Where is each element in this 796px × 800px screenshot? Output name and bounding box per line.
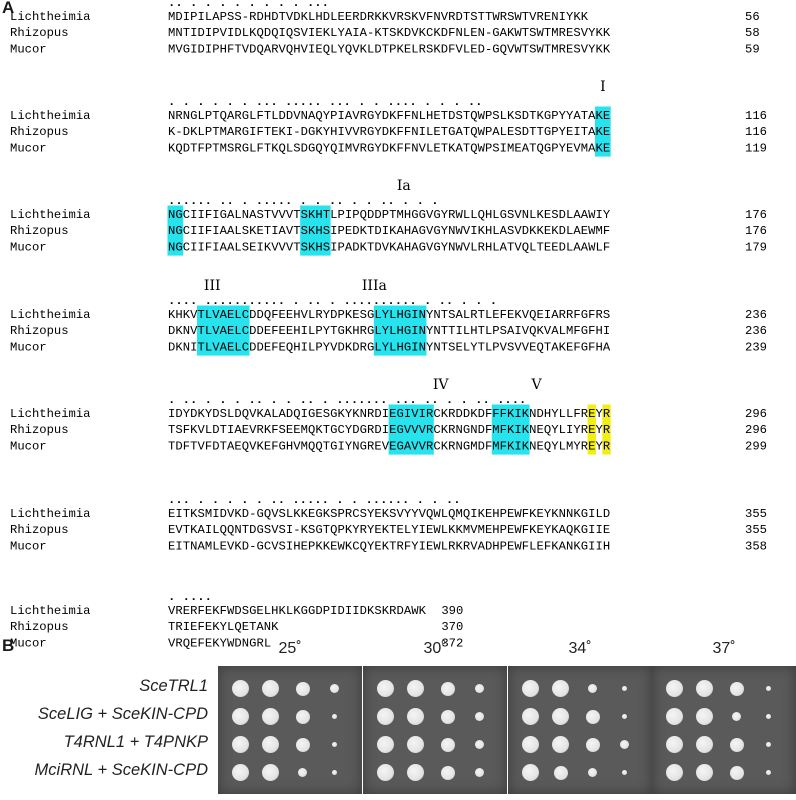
sequence: MVGIDIPHFTVDQARVQHVIEQLYQVKLDTPKELRSKDFVLED-GQVWTSWTMRESVYKK	[168, 42, 611, 57]
yeast-colony-spot	[332, 714, 337, 719]
conservation-dots: ...... .. . ..... . . .. . . .. . . .	[168, 194, 439, 208]
residue-number: 116	[745, 125, 767, 140]
species-name: Mucor	[10, 340, 47, 355]
yeast-colony-spot	[296, 710, 310, 724]
yeast-colony-spot	[232, 708, 249, 725]
yeast-growth-panel	[0, 636, 792, 800]
sequence: TDFTVFDTAEQVKEFGHVMQQTGIYNGREVEGAVVRCKRNGMDFMFKIKNEQYLMYREYR	[168, 439, 611, 454]
yeast-colony-spot	[475, 768, 484, 777]
sequence: VRERFEKFWDSGELHKLKGGDPIDIIDKSKRDAWK	[168, 604, 426, 618]
yeast-colony-spot	[407, 708, 424, 725]
yeast-colony-spot	[407, 764, 424, 781]
residue-number: 58	[745, 26, 760, 41]
yeast-colony-spot	[522, 708, 539, 725]
strain-label: MciRNL + SceKIN-CPD	[34, 761, 208, 779]
yeast-colony-spot	[732, 712, 741, 721]
species-name: Lichtheimia	[10, 507, 91, 521]
sequence: K-DKLPTMARGIFTEKI-DGKYHIVVRGYDKFFNILETGATQWPALESDTTGPYEITAKE	[168, 125, 611, 140]
alignment-block	[10, 79, 767, 157]
yeast-colony-spot	[296, 738, 310, 752]
strain-label: T4RNL1 + T4PNKP	[63, 733, 208, 751]
yeast-colony-spot	[522, 736, 539, 753]
yeast-colony-spot	[377, 736, 394, 753]
sequence: MNTIDIPVIDLKQDQIQSVIEKLYAIA-KTSKDVKCKDFNLEN-GAKWTSWTMRESVYKK	[168, 26, 611, 41]
yeast-colony-spot	[475, 740, 484, 749]
species-name: Mucor	[10, 539, 47, 554]
yeast-colony-spot	[622, 686, 627, 691]
motif-label: I	[600, 79, 606, 95]
alignment-block	[10, 178, 767, 256]
yeast-colony-spot	[332, 742, 337, 747]
residue-number: 176	[745, 224, 767, 239]
sequence: DKNVTLVAELCDDEFEEHILPYTGKHRGLYLHGINYNTTILHTLPSAIVQKVALMFGFHI	[168, 324, 611, 339]
motif-label: IV	[432, 377, 449, 393]
yeast-colony-spot	[766, 742, 771, 747]
yeast-colony-spot	[441, 738, 455, 752]
yeast-colony-spot	[586, 710, 600, 724]
yeast-colony-spot	[377, 708, 394, 725]
yeast-colony-spot	[666, 764, 683, 781]
alignment-block	[10, 377, 767, 455]
yeast-colony-spot	[232, 680, 249, 697]
yeast-colony-spot	[262, 708, 279, 725]
residue-number: 56	[745, 10, 760, 24]
agar-plate	[508, 666, 652, 794]
species-name: Rhizopus	[10, 523, 69, 538]
species-name: Lichtheimia	[10, 604, 91, 618]
residue-number: 179	[745, 240, 767, 255]
yeast-colony-spot	[377, 680, 394, 697]
yeast-colony-spot	[620, 740, 629, 749]
residue-number: 236	[745, 324, 767, 339]
motif-label: IIIa	[361, 278, 387, 294]
residue-number: 355	[745, 507, 767, 521]
conservation-dots: . . . . . . ... ..... ... . . .... . . . ..	[168, 95, 483, 109]
panel-a-label: A	[2, 0, 15, 17]
yeast-colony-spot	[475, 684, 484, 693]
yeast-colony-spot	[377, 764, 394, 781]
sequence: VRQEFEKYWDNGRL	[168, 636, 272, 651]
yeast-colony-spot	[298, 768, 307, 777]
sequence: EITNAMLEVKD-GCVSIHEPKKEWKCQYEKTRFYIEWLRKRVADHPEWFLEFKANKGIIH	[168, 539, 611, 554]
conservation-dots: .... ........... . .. . .......... . .. . . .	[168, 294, 498, 308]
sequence: IDYDKYDSLDQVKALADQIGESGKYKNRDIEGIVIRCKRDDKDFFFKIKNDHYLLFREYR	[168, 407, 611, 421]
sequence: MDIPILAPSS-RDHDTVDKLHDLEERDRKKVRSKVFNVRDTSTTWRSWTVRENIYKK	[168, 10, 589, 24]
species-name: Lichtheimia	[10, 109, 91, 123]
temperature-label: 37˚	[712, 640, 736, 657]
yeast-colony-spot	[552, 708, 569, 725]
agar-plate	[652, 666, 796, 794]
species-name: Lichtheimia	[10, 308, 91, 322]
yeast-colony-spot	[554, 766, 568, 780]
species-name: Rhizopus	[10, 423, 69, 438]
yeast-colony-spot	[552, 736, 569, 753]
residue-number: 358	[745, 539, 767, 554]
species-name: Lichtheimia	[10, 208, 91, 222]
yeast-colony-spot	[296, 682, 310, 696]
residue-number: 116	[745, 109, 767, 123]
yeast-colony-spot	[666, 736, 683, 753]
yeast-colony-spot	[588, 684, 597, 693]
sequence: TRIEFEKYLQETANK	[168, 620, 279, 635]
sequence: EVTKAILQQNTDGSVSI-KSGTQPKYRYEKTELYIEWLKKMVMEHPEWFKEYKAQKGIIE	[168, 523, 611, 538]
yeast-colony-spot	[730, 682, 744, 696]
species-name: Lichtheimia	[10, 407, 91, 421]
yeast-colony-spot	[666, 680, 683, 697]
yeast-colony-spot	[766, 770, 771, 775]
conservation-dots: . .. . . . .. . . .. . ....... ... .. . . .. ....	[168, 393, 527, 407]
yeast-colony-spot	[622, 714, 627, 719]
sequence: KQDTFPTMSRGLFTKQLSDGQYQIMVRGYDKFFNVLETKATQWPSIMEATQGPYEVMAKE	[168, 141, 611, 156]
species-name: Rhizopus	[10, 125, 69, 140]
strain-label: SceLIG + SceKIN-CPD	[37, 705, 208, 723]
residue-number: 236	[745, 308, 767, 322]
yeast-colony-spot	[696, 680, 713, 697]
yeast-colony-spot	[475, 712, 484, 721]
yeast-colony-spot	[696, 736, 713, 753]
sequence: DKNITLVAELCDDEFEQHILPYVDKDRGLYLHGINYNTSELYTLPVSVVEQTAKEFGFHA	[168, 340, 611, 355]
conservation-dots: .. . . . . . . . . ...	[168, 0, 329, 10]
yeast-colony-spot	[586, 738, 600, 752]
yeast-colony-spot	[441, 710, 455, 724]
yeast-colony-spot	[407, 680, 424, 697]
yeast-colony-spot	[262, 736, 279, 753]
yeast-colony-spot	[666, 708, 683, 725]
species-name: Rhizopus	[10, 26, 69, 41]
residue-number: 372	[441, 636, 464, 651]
residue-number: 239	[745, 340, 767, 355]
species-name: Mucor	[10, 141, 47, 156]
yeast-colony-spot	[262, 764, 279, 781]
temperature-label: 30˚	[423, 640, 447, 657]
residue-number: 390	[441, 604, 464, 618]
agar-plate	[218, 666, 362, 794]
species-name: Rhizopus	[10, 324, 69, 339]
strain-label: SceTRL1	[139, 677, 208, 695]
sequence: TSFKVLDTIAEVRKFSEEMQKTGCYDGRDIEGVVVRCKRNGNDFMFKIKNEQYLIYREYR	[168, 423, 611, 438]
motif-label: Ia	[396, 178, 411, 194]
alignment-block	[10, 0, 760, 56]
yeast-colony-spot	[696, 764, 713, 781]
sequence: KHKVTLVAELCDDQFEEHVLRYDPKESGLYLHGINYNTSALRTLEFEKVQEIARRFGFRS	[168, 308, 611, 322]
species-name: Rhizopus	[10, 224, 69, 239]
temperature-label: 25˚	[278, 640, 302, 657]
sequence: EITKSMIDVKD-GQVSLKKEGKSPRCSYEKSVYYVQWLQMQIKEHPEWFKEYKNNKGILD	[168, 507, 611, 521]
panel-b-label: B	[2, 636, 15, 655]
yeast-colony-spot	[330, 684, 339, 693]
sequence: NGCIIFIAALSKETIAVTSKHSIPEDKTDIKAHAGVGYNWVIKHLASVDKKEKDLAEWMF	[168, 224, 611, 239]
alignment-block	[10, 278, 767, 356]
sequence: NGCIIFIGALNASTVVVTSKHTLPIPQDDPTMHGGVGYRWLLQHLGSVNLKESDLAAWIY	[168, 208, 611, 222]
yeast-colony-spot	[522, 680, 539, 697]
species-name: Mucor	[10, 240, 47, 255]
conservation-dots: . ....	[168, 590, 212, 604]
motif-label: III	[203, 278, 221, 294]
yeast-colony-spot	[696, 708, 713, 725]
species-name: Mucor	[10, 636, 47, 651]
sequence: NRNGLPTQARGLFTLDDVNAQYPIAVRGYDKFFNLHETDSTQWPSLKSDTKGPYYATAKE	[168, 109, 611, 123]
yeast-colony-spot	[552, 680, 569, 697]
residue-number: 176	[745, 208, 767, 222]
species-name: Rhizopus	[10, 620, 69, 635]
yeast-colony-spot	[730, 738, 744, 752]
motif-label: V	[531, 377, 542, 393]
residue-number: 355	[745, 523, 767, 538]
species-name: Mucor	[10, 439, 47, 454]
residue-number: 59	[745, 42, 760, 57]
yeast-colony-spot	[407, 736, 424, 753]
agar-plate	[363, 666, 507, 794]
alignment-block	[10, 493, 767, 553]
yeast-colony-spot	[766, 714, 771, 719]
residue-number: 370	[441, 620, 464, 635]
yeast-colony-spot	[522, 764, 539, 781]
yeast-colony-spot	[262, 680, 279, 697]
yeast-colony-spot	[232, 736, 249, 753]
conservation-dots: ... . . . . . .. ..... . . ...... . . ..	[168, 493, 461, 507]
sequence: NGCIIFIAALSEIKVVVTSKHSIPADKTDVKAHAGVGYNWVLRHLATVQLTEEDLAAWLF	[168, 240, 611, 255]
species-name: Mucor	[10, 42, 47, 57]
species-name: Lichtheimia	[10, 10, 91, 24]
yeast-colony-spot	[730, 766, 744, 780]
yeast-colony-spot	[766, 686, 771, 691]
temperature-label: 34˚	[568, 640, 592, 657]
yeast-colony-spot	[622, 770, 627, 775]
residue-number: 296	[745, 407, 767, 421]
residue-number: 119	[745, 141, 767, 156]
yeast-colony-spot	[441, 766, 455, 780]
residue-number: 299	[745, 439, 767, 454]
yeast-colony-spot	[588, 768, 597, 777]
yeast-colony-spot	[441, 682, 455, 696]
residue-number: 296	[745, 423, 767, 438]
yeast-colony-spot	[332, 770, 337, 775]
yeast-colony-spot	[232, 764, 249, 781]
